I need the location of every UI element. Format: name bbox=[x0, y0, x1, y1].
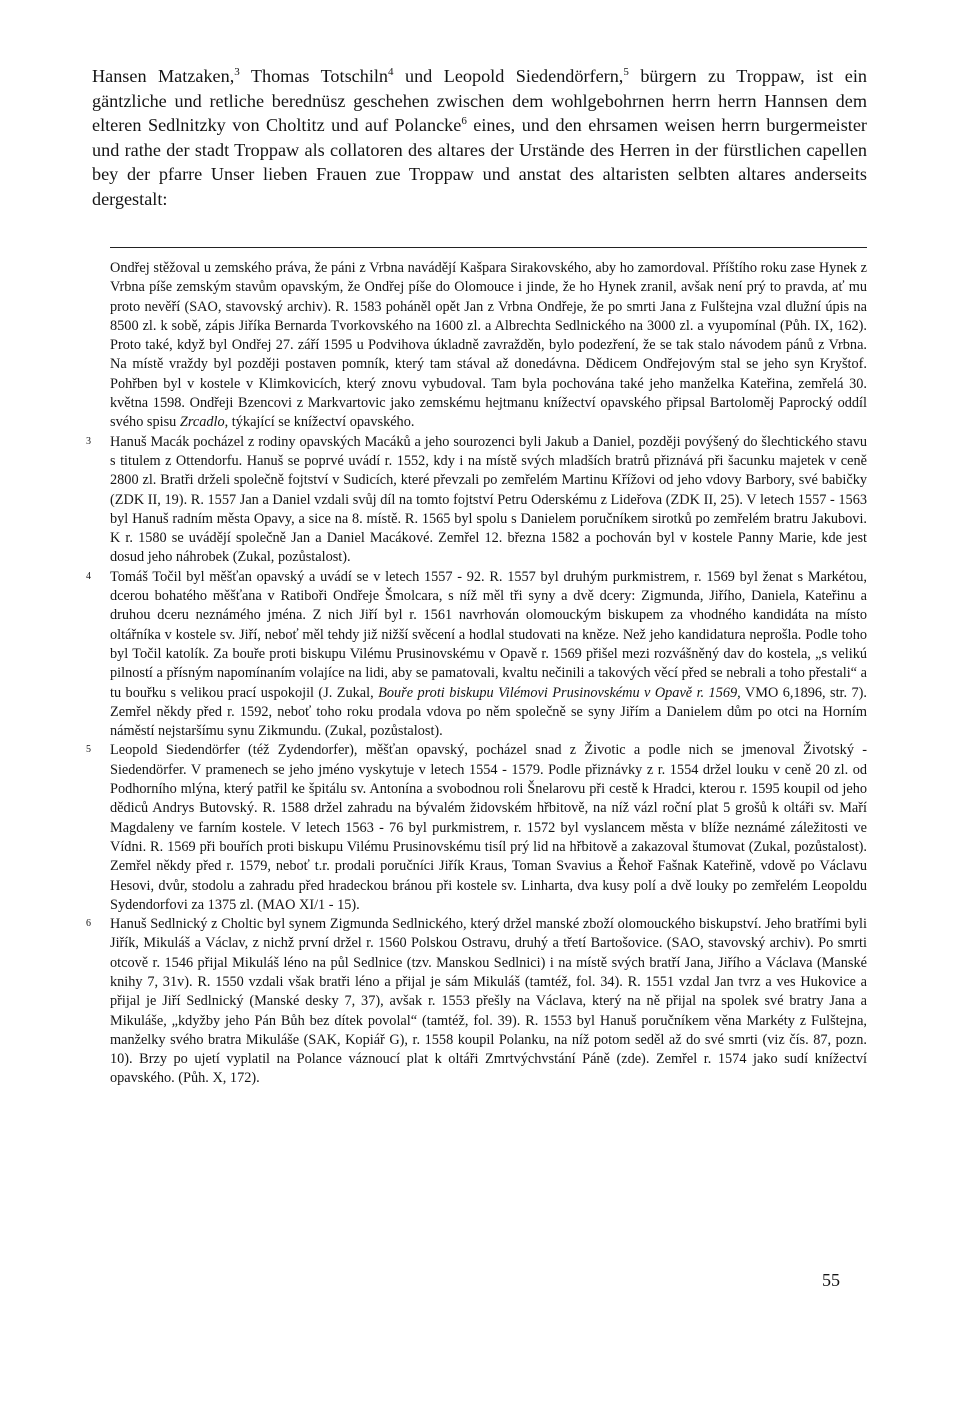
footnote-ref-4[interactable]: 4 bbox=[388, 65, 394, 78]
main-paragraph bbox=[92, 64, 867, 212]
footnote-ref-3[interactable]: 3 bbox=[234, 65, 240, 78]
footnote-6 bbox=[86, 915, 867, 1089]
footnote-cont-italic: Zrcadlo bbox=[179, 414, 225, 431]
footnote-3 bbox=[86, 433, 867, 568]
footnote-number-4: 4 bbox=[86, 570, 91, 582]
footnote-6-text: Hanuš Sedlnický z Choltic byl synem Zigmunda Sedlnického, který držel manské zboží olomouckého biskupství. Jeho bratřími byli Jiřík, Mikuláš a Václav, z nichž první držel r. 1560 Polskou Ostravu, druhý a třetí Bartošovice. (SAO, stavovský archiv). Po smrti otcově r. 1546 přijal Mikuláš léno na půl Sedlnice (tzv. Manskou Sedlnici) i na místě svých bratří Jana, Jiřího a Václava (Manské knihy 7, 31v). R. 1550 vzdali však bratři léno a přijal je sám Mikuláš (tamtéž, fol. 34). R. 1551 vzdal Jan tvrz a ves Hukovice a přijal je Jiří Sedlnický (Manské desky 7, 37), avšak r. 1553 přešly na Václava, který na ně přijal na spolek své bratry Jana a Mikuláše, „kdyžby jeho Pán Bůh bez dítek povolal“ (tamtéž, fol. 39). R. 1553 byl Hanuš poručníkem věna Markéty z Fulštejna, manželky svého bratra Mikuláše (SAK, Kopiář G), r. 1558 koupil Polanku, na níž potom seděl až do své smrti (viz čís. 87, pozn. 10). Brzy po ujetí vyplatil na Polance váznoucí plat k oltáři Zmrtvýchvstání Páně (zde). Zemřel r. 1574 jako sudí knížectví opavského. (Půh. X, 172). bbox=[110, 916, 867, 1087]
footnote-separator bbox=[110, 247, 867, 248]
footnote-5 bbox=[86, 741, 867, 915]
footnote-4 bbox=[86, 568, 868, 742]
main-text-seg1: Hansen Matzaken, bbox=[92, 66, 235, 86]
footnote-cont-text1: Ondřej stěžoval u zemského práva, že páni z Vrbna navádějí Kašpara Sirakovského, aby ho zamordoval. Příštího roku zase Hynek z Vrbna píše zemským stavům opavským, že Ondřej píše do Olomouce i jinde, že ho Hynek zranil, avšak není prý to pravda, ať mu proto nevěří (SAO, stavovský archiv). R. 1583 poháněl opět Jan z Vrbna Ondřeje, že po smrti Jana z Fulštejna vzal dlužní úpis na 8500 zl. k sobě, zápis Jiříka Bernarda Tvorkovského na 1600 zl. a Albrechta Sedlnického na 3000 zl. a vyupomínal (Půh. IX, 162). Proto také, když byl Ondřej 27. září 1595 u Podvihova úkladně zavražděn, bylo podezření, že se tak stalo návodem pánů z Vrbna. Na místě vraždy byl později postaven pomník, který tam stával až donedávna. Dědicem Ondřejovým stal se jeho syn Kryštof. Pohřben byl v kostele v Klimkovicích, který znovu vybudoval. Tam byla pochována také jeho manželka Kateřina, zemřelá 30. května 1598. Ondřeji Bzencovi z Markvartovic jako zemskému hejtmanu knížectví opavského připsal Bartoloměj Paprocký oddíl svého spisu bbox=[110, 260, 867, 431]
footnote-number-5: 5 bbox=[86, 744, 91, 756]
footnotes bbox=[86, 259, 868, 1089]
page-number: 55 bbox=[822, 1270, 840, 1290]
main-text-seg2: Thomas Totschiln bbox=[239, 66, 389, 86]
footnote-3-text: Hanuš Macák pocházel z rodiny opavských Macáků a jeho sourozenci byli Jakub a Daniel, později povýšený do šlechtického stavu s titulem z Ottendorfu. Hanuš se poprvé uvádí r. 1552, kdy i na místě svých mladších bratrů přiznává při šacunku majetek v ceně 2800 zl. Bratři drželi společně fojtství v Sudicích, které převzali po zemřelém Martinu Křížovi od jeho vdovy Barbory, své babičky (ZDK II, 19). R. 1557 Jan a Daniel vzdali svůj díl na tomto fojtství Petru Oderskému z Lideřova (ZDK II, 25). V letech 1557 - 1563 byl Hanuš radním města Opavy, a sice na 8. místě. R. 1565 byl spolu s Danielem poručníkem sirotků po zemřelém bratru Jakubovi. K r. 1580 se uvádějí společně Jan a Daniel Macákové. Zemřel 12. března 1582 a pochován byl v kostele Panny Marie, kde jest dosud jeho náhrobek (Zukal, pozůstalost). bbox=[110, 433, 867, 566]
footnote-number-3: 3 bbox=[86, 435, 91, 447]
main-text-seg4: bürgern zu Troppaw, ist ein gäntzliche und retliche berednüsz geschehen zwischen dem wohlgebohrnen herrn herrn Hannsen dem elteren Sedlnitzky von Choltitz und auf Polancke bbox=[92, 66, 867, 136]
footnote-4-italic: Bouře proti biskupu Vilémovi Prusinovskému v Opavě r. 1569, bbox=[378, 684, 741, 701]
footnote-5-text: Leopold Siedendörfer (též Zydendorfer), měšťan opavský, pocházel snad z Životic a podle nich se jmenoval Životský - Siedendörfer. V pramenech se jeho jméno vyskytuje v letech 1554 - 1579. Podle přiznávky z r. 1554 držel louku v ceně 20 zl. od Podhorního mlýna, který patřil ke špitálu sv. Antonína a svobodnou roli Šnelarovu při cestě k Hradci, kterou r. 1595 koupil od jeho dědiců Andrys Butovský. R. 1588 držel zahradu na bývalém židovském hřbitově, na níž vázl roční plat 5 grošů k oltáři sv. Maří Magdaleny ve farním kostele. V letech 1563 - 76 byl purkmistrem, r. 1572 byl vyslancem města v blíže neznámé záležitosti ve Vídni. R. 1569 při bouřích proti biskupu Vilému Prusinovskému tisíl prý lid na hřbitově a zakazoval štumovat (Zukal, pozůstalost). Zemřel někdy před r. 1579, neboť t.r. prodali poručníci Jiřík Kraus, Toman Svavius a Řehoř Fašnak Kateřině, vdově po Václavu Hesovi, dvůr, stodolu a zahradu před hradeckou bránou při kostele sv. Linharta, dva kusy polí a dvě louky po zemřelém Leopoldu Sydendorfovi za 1375 zl. (MAO XI/1 - 15). bbox=[110, 742, 867, 913]
footnote-number-6: 6 bbox=[86, 918, 91, 930]
main-text-seg3: und Leopold Siedendörfern, bbox=[393, 66, 624, 86]
footnote-4-text2: VMO 6,1896, str. 7). Zemřel někdy před r. 1592, neboť toho roku prodala vdova po něm společně se syny Jiřím a Danielem dům po otci na Horním náměstí nejstaršímu synu Zikmundu. (Zukal, pozůstalost). bbox=[110, 684, 868, 740]
footnote-continued bbox=[92, 259, 867, 433]
main-text-seg5: eines, und den ehrsamen weisen herrn burgermeister und rathe der stadt Troppaw als collatoren des altares der Urstände des Herren in der fürstlichen capellen bey der pfarre Unser lieben Frauen zue Troppaw und anstat des altaristen selbten altares anderseits dergestalt: bbox=[92, 115, 867, 209]
footnote-4-text1: Tomáš Točil byl měšťan opavský a uvádí se v letech 1557 - 92. R. 1557 byl druhým purkmistrem, r. 1569 byl ženat s Markétou, dcerou bohatého měšťana v Ratiboři Ondřeje Šmolcara, s níž měl tři syny a dvě dcery: Zigmunda, Jiřího, Daniela, Kateřinu a druhou dceru neznámého jména. Z nich Jiří byl r. 1561 navrhován olomouckým biskupem za vhodného kandidáta na místo oltářníka v kostele sv. Jiří, neboť měl tehdy již nižší svěcení a hodlal studovati na kněze. Než jeho kandidatura neprošla. Podle toho byl Točil katolík. Za bouře proti biskupu Vilému Prusinovskému v Opavě r. 1569 přišel mezi rozvášněný dav do kostela, „s velikú pilností a přísným napomínaním volajíce na lidi, aby se pamatovali, kvaltu nečinili a takových věcí před se nebrali a toho přestali“ a tu bouřku s velikou prací uspokojil (J. Zukal, bbox=[110, 568, 867, 701]
footnote-ref-5[interactable]: 5 bbox=[623, 65, 629, 78]
footnote-ref-6[interactable]: 6 bbox=[461, 115, 467, 128]
footnote-cont-text2: , týkající se knížectví opavského. bbox=[224, 414, 415, 431]
